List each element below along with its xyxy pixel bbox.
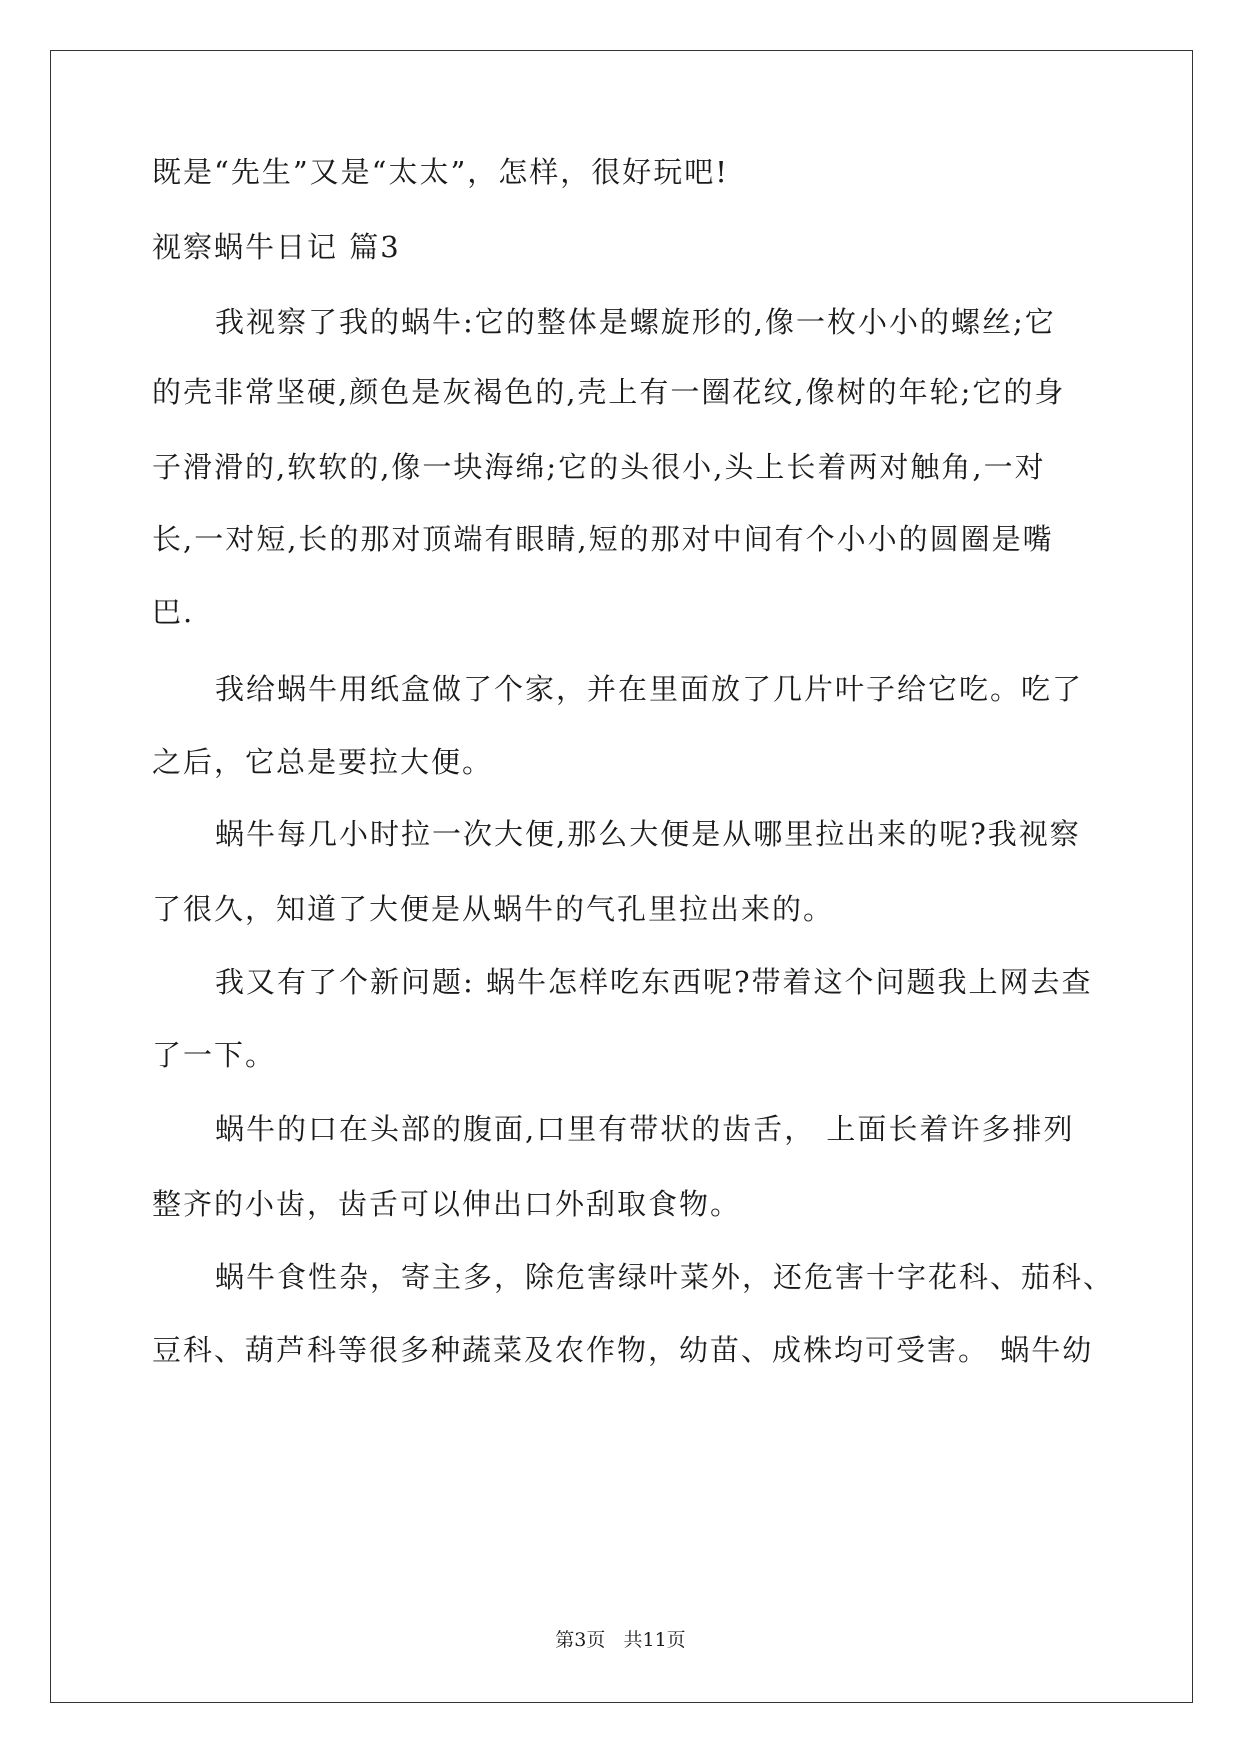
- text-line: 的壳非常坚硬,颜色是灰褐色的,壳上有一圈花纹,像树的年轮;它的身: [152, 375, 1066, 409]
- page-border: [50, 50, 1193, 1703]
- text-line: 我又有了个新问题: 蜗牛怎样吃东西呢?带着这个问题我上网去查: [215, 965, 1093, 999]
- text-line: 长,一对短,长的那对顶端有眼睛,短的那对中间有个小小的圆圈是嘴: [152, 522, 1054, 556]
- text-line: 蜗牛食性杂，寄主多，除危害绿叶菜外，还危害十字花科、茄科、: [215, 1260, 1115, 1294]
- text-line: 我视察了我的蜗牛:它的整体是螺旋形的,像一枚小小的螺丝;它: [215, 305, 1056, 339]
- text-line: 蜗牛每几小时拉一次大便,那么大便是从哪里拉出来的呢?我视察: [215, 817, 1081, 851]
- text-line: 了一下。: [152, 1038, 277, 1072]
- text-line: 豆科、葫芦科等很多种蔬菜及农作物，幼苗、成株均可受害。 蜗牛幼: [152, 1333, 1094, 1367]
- text-line: 既是“先生”又是“太太”，怎样，很好玩吧!: [152, 155, 729, 189]
- text-line: 我给蜗牛用纸盒做了个家，并在里面放了几片叶子给它吃。吃了: [215, 672, 1084, 706]
- text-line: 巴.: [152, 595, 195, 629]
- text-line: 之后，它总是要拉大便。: [152, 745, 494, 779]
- page-number-footer: 第3页 共11页: [555, 1629, 686, 1651]
- section-heading: 视察蜗牛日记 篇3: [152, 230, 401, 264]
- text-line: 子滑滑的,软软的,像一块海绵;它的头很小,头上长着两对触角,一对: [152, 450, 1046, 484]
- text-line: 了很久，知道了大便是从蜗牛的气孔里拉出来的。: [152, 892, 835, 926]
- text-line: 整齐的小齿，齿舌可以伸出口外刮取食物。: [152, 1187, 742, 1221]
- text-line: 蜗牛的口在头部的腹面,口里有带状的齿舌， 上面长着许多排列: [215, 1112, 1075, 1146]
